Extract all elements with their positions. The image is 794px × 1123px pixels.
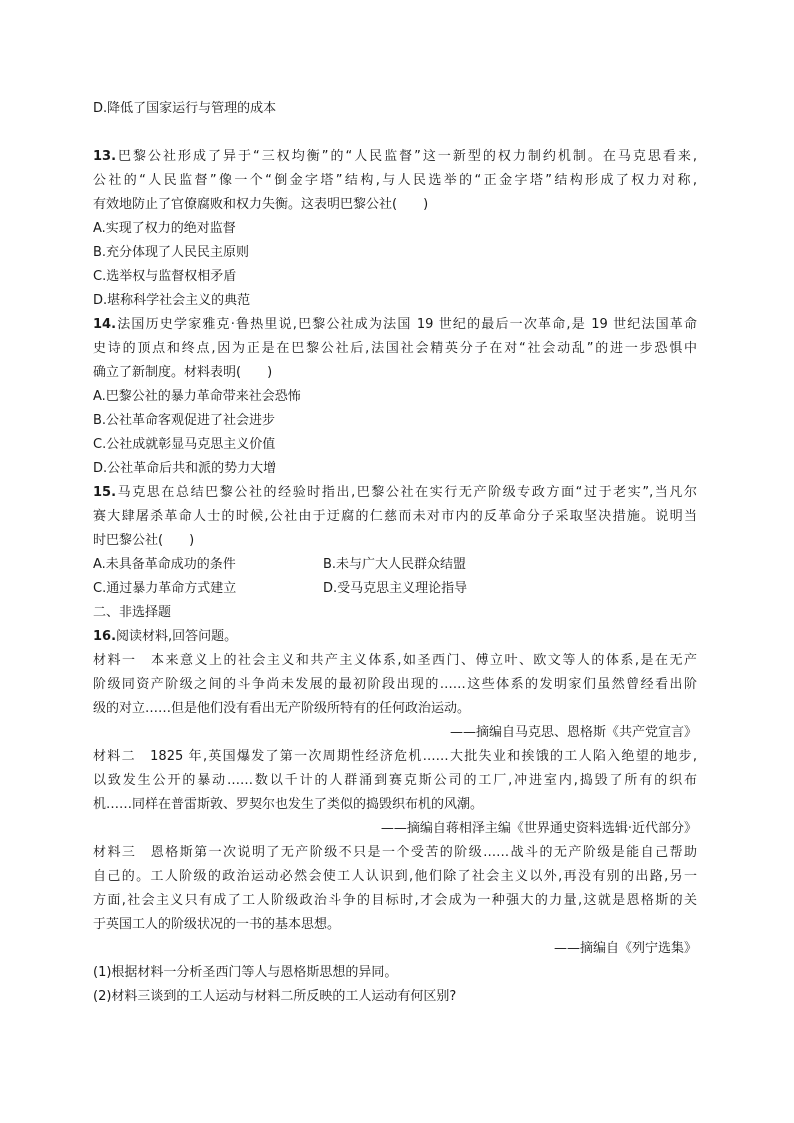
q15-option-a: A.未具备革命成功的条件 xyxy=(93,557,236,572)
q13-option-c: C.选举权与监督权相矛盾 xyxy=(93,269,237,284)
q14-option-d: D.公社革命后共和派的势力大增 xyxy=(93,461,277,476)
q15-option-c: C.通过暴力革命方式建立 xyxy=(93,581,237,596)
q15-option-d: D.受马克思主义理论指导 xyxy=(323,581,468,596)
exam-page xyxy=(93,0,697,1123)
q12-option-d-block xyxy=(93,97,697,121)
question-14 xyxy=(93,313,697,481)
q16-material-3-line-4: 于英国工人的阶级状况的一书的基本思想。 xyxy=(93,917,341,932)
q14-option-b: B.公社革命客观促进了社会进步 xyxy=(93,413,276,428)
q16-material-2-line-3: 机……同样在普雷斯敦、罗契尔也发生了类似的捣毁织布机的风潮。 xyxy=(93,797,484,812)
q15-number: 15. xyxy=(93,485,117,500)
q15-option-b: B.未与广大人民群众结盟 xyxy=(323,557,467,572)
q14-option-c: C.公社成就彰显马克思主义价值 xyxy=(93,437,276,452)
q16-number: 16. xyxy=(93,629,117,644)
q13-number: 13. xyxy=(93,149,117,164)
q14-stem-line-1: 14.法国历史学家雅克·鲁热里说,巴黎公社成为法国 19 世纪的最后一次革命,是 19 世纪法国革命 xyxy=(93,317,697,332)
q16-material-2-line-1: 材料二 1825 年,英国爆发了第一次周期性经济危机……大批失业和挨饿的工人陷入绝望的地步, xyxy=(93,749,697,764)
q16-material-3-line-2: 自己的。工人阶级的政治运动必然会使工人认识到,他们除了社会主义以外,再没有别的出路,另一 xyxy=(93,869,697,884)
q13-stem-line-2: 公社的“人民监督”像一个“倒金字塔”结构,与人民选举的“正金字塔”结构形成了权力对称, xyxy=(93,173,697,188)
q15-stem-line-3: 时巴黎公社( ) xyxy=(93,533,195,548)
question-15 xyxy=(93,481,697,601)
q13-option-d: D.堪称科学社会主义的典范 xyxy=(93,293,251,308)
q13-option-b: B.充分体现了人民民主原则 xyxy=(93,245,250,260)
q16-material-1-line-1: 材料一 本来意义上的社会主义和共产主义体系,如圣西门、傅立叶、欧文等人的体系,是在无产 xyxy=(93,653,697,668)
q15-stem-line-2: 赛大肆屠杀革命人士的时候,公社由于迂腐的仁慈而未对市内的反革命分子采取坚决措施。说明当 xyxy=(93,509,697,524)
q16-material-3-line-3: 方面,社会主义只有成了工人阶级政治斗争的目标时,才会成为一种强大的力量,这就是恩格斯的关 xyxy=(93,893,697,908)
q14-option-a: A.巴黎公社的暴力革命带来社会恐怖 xyxy=(93,389,301,404)
q16-material-2-source: ——摘编自蒋相泽主编《世界通史资料选辑·近代部分》 xyxy=(380,821,697,836)
q16-material-1-line-2: 阶级同资产阶级之间的斗争尚未发展的最初阶段出现的……这些体系的发明家们虽然曾经看出阶 xyxy=(93,677,697,692)
section-2-heading: 二、非选择题 xyxy=(93,605,172,620)
q13-stem-line-3: 有效地防止了官僚腐败和权力失衡。这表明巴黎公社( ) xyxy=(93,197,429,212)
section-2 xyxy=(93,601,697,1009)
q16-subquestion-2: (2)材料三谈到的工人运动与材料二所反映的工人运动有何区别? xyxy=(93,989,457,1004)
q16-material-1-line-3: 级的对立……但是他们没有看出无产阶级所特有的任何政治运动。 xyxy=(93,701,471,716)
q16-material-3-line-1: 材料三 恩格斯第一次说明了无产阶级不只是一个受苦的阶级……战斗的无产阶级是能自己帮助 xyxy=(93,845,697,860)
question-13 xyxy=(93,145,697,313)
q15-options-row-2 xyxy=(93,577,697,601)
q13-option-a: A.实现了权力的绝对监督 xyxy=(93,221,236,236)
q14-number: 14. xyxy=(93,317,117,332)
q16-subquestion-1: (1)根据材料一分析圣西门等人与恩格斯思想的异同。 xyxy=(93,965,398,980)
q14-stem-line-2: 史诗的顶点和终点,因为正是在巴黎公社后,法国社会精英分子在对“社会动乱”的进一步恐惧中 xyxy=(93,341,697,356)
q16-material-2-line-2: 以致发生公开的暴动……数以千计的人群涌到赛克斯公司的工厂,冲进室内,捣毁了所有的织布 xyxy=(93,773,697,788)
q15-options-row-1 xyxy=(93,553,697,577)
q15-stem-line-1: 15.马克思在总结巴黎公社的经验时指出,巴黎公社在实行无产阶级专政方面“过于老实”,当凡尔 xyxy=(93,485,697,500)
q13-stem-line-1: 13.巴黎公社形成了异于“三权均衡”的“人民监督”这一新型的权力制约机制。在马克思看来, xyxy=(93,149,697,164)
q16-material-1-source: ——摘编自马克思、恩格斯《共产党宣言》 xyxy=(449,725,697,740)
q16-material-3-source: ——摘编自《列宁选集》 xyxy=(553,941,697,956)
q14-stem-line-3: 确立了新制度。材料表明( ) xyxy=(93,365,273,380)
q12-option-d: D.降低了国家运行与管理的成本 xyxy=(93,101,277,116)
q16-stem: 16.阅读材料,回答问题。 xyxy=(93,629,238,644)
